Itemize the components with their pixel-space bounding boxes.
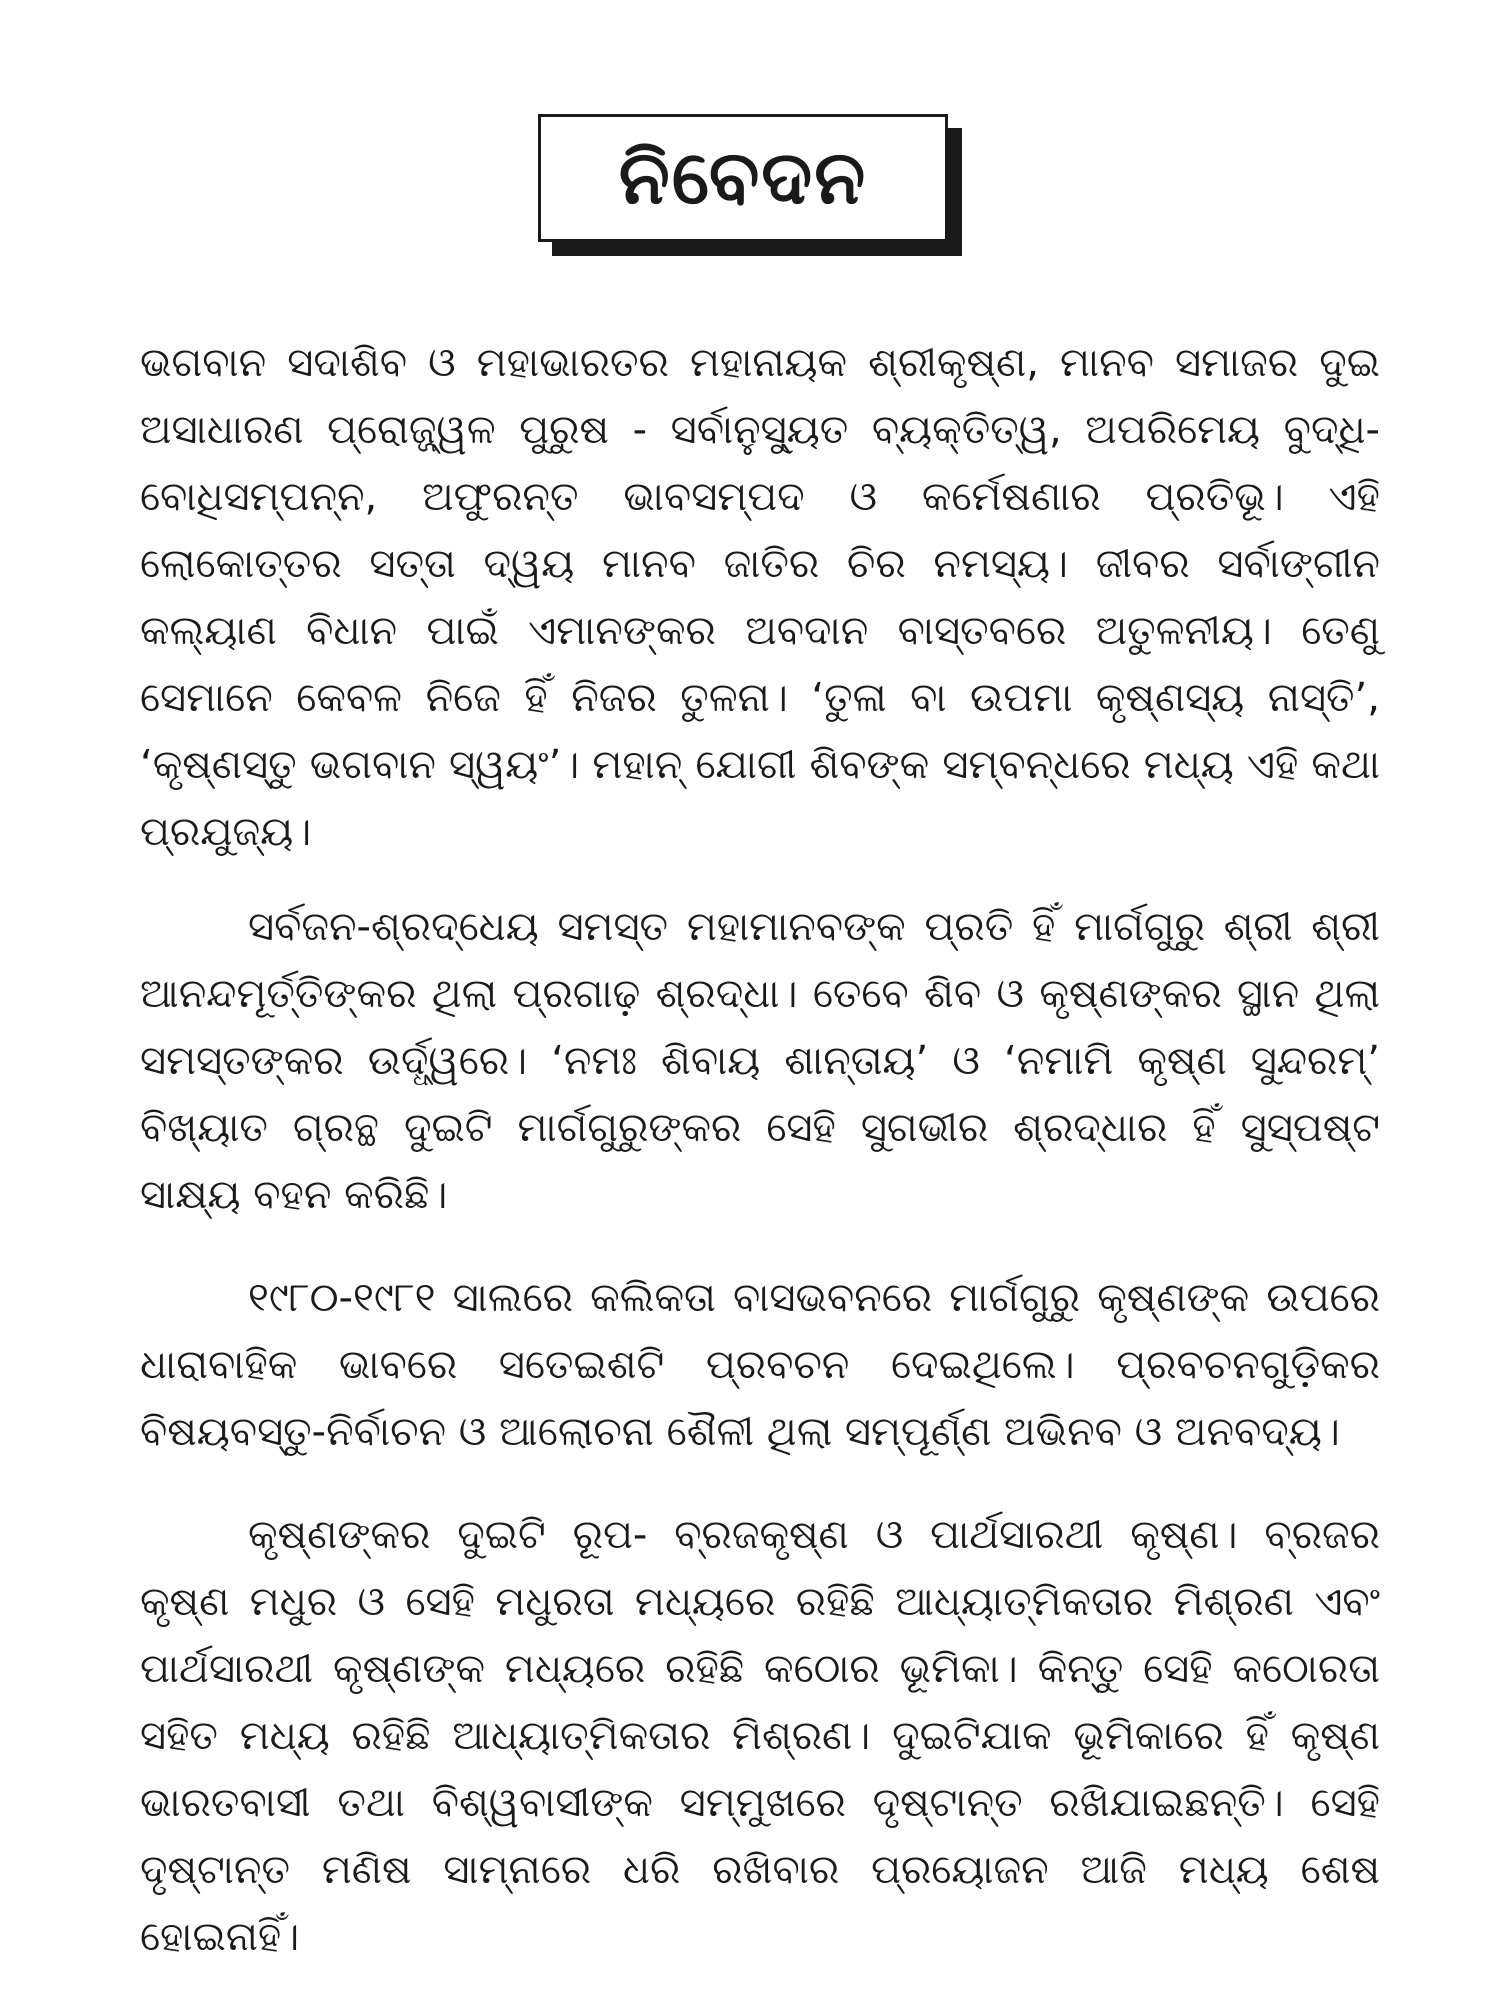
- preface-body: [140, 330, 1380, 1980]
- page-title: ନିବେଦନ: [618, 135, 868, 221]
- paragraph-4: କୃଷ୍ଣଙ୍କର ଦୁଇଟି ରୂପ- ବ୍ରଜକୃଷ୍ଣ ଓ ପାର୍ଥସାରଥୀ କୃଷ୍ଣ। ବ୍ରଜର କୃଷ୍ଣ ମଧୁର ଓ ସେହି ମଧୁରତା ମଧ୍ୟରେ ରହିଛି ଆଧ୍ୟାତ୍ମିକତାର ମିଶ୍ରଣ ଏବଂ ପାର୍ଥସାରଥୀ କୃଷ୍ଣଙ୍କ ମଧ୍ୟରେ ରହିଛି କଠୋର ଭୂମିକା। କିନ୍ତୁ ସେହି କଠୋରତା ସହିତ ମଧ୍ୟ ରହିଛି ଆଧ୍ୟାତ୍ମିକତାର ମିଶ୍ରଣ। ଦୁଇଟିଯାକ ଭୂମିକାରେ ହିଁ କୃଷ୍ଣ ଭାରତବାସୀ ତଥା ବିଶ୍ୱବାସୀଙ୍କ ସମ୍ମୁଖରେ ଦୃଷ୍ଟାନ୍ତ ରଖିଯାଇଛନ୍ତି। ସେହି ଦୃଷ୍ଟାନ୍ତ ମଣିଷ ସାମ୍ନାରେ ଧରି ରଖିବାର ପ୍ରୟୋଜନ ଆଜି ମଧ୍ୟ ଶେଷ ହୋଇନାହିଁ।: [140, 1512, 1380, 1960]
- paragraph-2: ସର୍ବଜନ-ଶ୍ରଦ୍ଧେୟ ସମସ୍ତ ମହାମାନବଙ୍କ ପ୍ରତି ହିଁ ମାର୍ଗଗୁରୁ ଶ୍ରୀ ଶ୍ରୀ ଆନନ୍ଦମୂର୍ତ୍ତିଙ୍କର ଥିଲା ପ୍ରଗାଢ଼ ଶ୍ରଦ୍ଧା। ତେବେ ଶିବ ଓ କୃଷ୍ଣଙ୍କର ସ୍ଥାନ ଥିଲା ସମସ୍ତଙ୍କର ଉର୍ଦ୍ଧ୍ୱରେ। ‘ନମଃ ଶିବାୟ ଶାନ୍ତାୟ’ ଓ ‘ନମାମି କୃଷ୍ଣ ସୁନ୍ଦରମ୍’ ବିଖ୍ୟାତ ଗ୍ରନ୍ଥ ଦୁଇଟି ମାର୍ଗଗୁରୁଙ୍କର ସେହି ସୁଗଭୀର ଶ୍ରଦ୍ଧାର ହିଁ ସୁସ୍ପଷ୍ଟ ସାକ୍ଷ୍ୟ ବହନ କରିଛି।: [140, 904, 1380, 1218]
- paragraph-3: ୧୯୮୦-୧୯୮୧ ସାଲରେ କଲିକତା ବାସଭବନରେ ମାର୍ଗଗୁରୁ କୃଷ୍ଣଙ୍କ ଉପରେ ଧାରାବାହିକ ଭାବରେ ସତେଇଶଟି ପ୍ରବଚନ ଦେଇଥିଲେ। ପ୍ରବଚନଗୁଡ଼ିକର ବିଷୟବସ୍ତୁ-ନିର୍ବାଚନ ଓ ଆଲୋଚନା ଶୈଳୀ ଥିଲା ସମ୍ପୂର୍ଣ୍ଣ ଅଭିନବ ଓ ଅନବଦ୍ୟ।: [140, 1275, 1380, 1455]
- title-box: [538, 114, 948, 242]
- paragraph-1: ଭଗବାନ ସଦାଶିବ ଓ ମହାଭାରତର ମହାନାୟକ ଶ୍ରୀକୃଷ୍ଣ, ମାନବ ସମାଜର ଦୁଇ ଅସାଧାରଣ ପ୍ରୋଜ୍ଜ୍ୱଳ ପୁରୁଷ - ସର୍ବାନୁସ୍ୟୁତ ବ୍ୟକ୍ତିତ୍ୱ, ଅପରିମେୟ ବୁଦ୍ଧି-ବୋଧିସମ୍ପନ୍ନ, ଅଫୁରନ୍ତ ଭାବସମ୍ପଦ ଓ କର୍ମେଷଣାର ପ୍ରତିଭୂ। ଏହି ଲୋକୋତ୍ତର ସତ୍ତା ଦ୍ୱୟ ମାନବ ଜାତିର ଚିର ନମସ୍ୟ। ଜୀବର ସର୍ବାଙ୍ଗୀନ କଲ୍ୟାଣ ବିଧାନ ପାଇଁ ଏମାନଙ୍କର ଅବଦାନ ବାସ୍ତବରେ ଅତୁଳନୀୟ। ତେଣୁ ସେମାନେ କେବଳ ନିଜେ ହିଁ ନିଜର ତୁଳନା। ‘ତୁଳା ବା ଉପମା କୃଷ୍ଣସ୍ୟ ନାସ୍ତି’, ‘କୃଷ୍ଣସ୍ତୁ ଭଗବାନ ସ୍ୱୟଂ’। ମହାନ୍ ଯୋଗୀ ଶିବଙ୍କ ସମ୍ବନ୍ଧରେ ମଧ୍ୟ ଏହି କଥା ପ୍ରଯୁଜ୍ୟ।: [140, 340, 1380, 855]
